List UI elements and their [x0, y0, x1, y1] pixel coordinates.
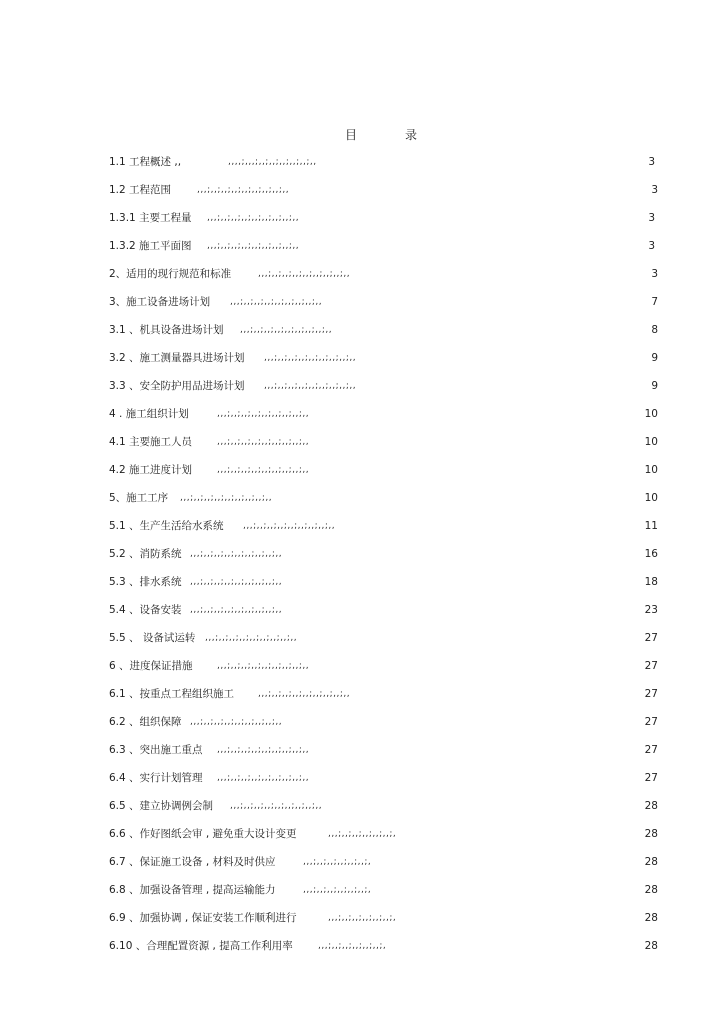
- toc-entry[interactable]: [0, 742, 724, 758]
- toc-entry-leader: ,,,;,,;,,;,,;,,;,,;,,;,,;,,: [217, 409, 310, 419]
- toc-entry[interactable]: [0, 294, 724, 310]
- toc-entry-page-number: 27: [644, 632, 658, 644]
- toc-entry-page-number: 23: [644, 604, 658, 616]
- toc-entry[interactable]: [0, 490, 724, 506]
- toc-entry-label: 1.2 工程范围: [109, 184, 172, 196]
- toc-entry-label: 6.1 、按重点工程组织施工: [109, 688, 235, 700]
- toc-entry-page-number: 27: [644, 744, 658, 756]
- toc-entry-page-number: 9: [651, 380, 658, 392]
- toc-entry[interactable]: [0, 882, 724, 898]
- toc-entry-leader: ,,,;,,;,,;,,;,,;,,;,: [328, 829, 397, 839]
- toc-entry[interactable]: [0, 462, 724, 478]
- toc-entry[interactable]: [0, 154, 724, 170]
- toc-entry[interactable]: [0, 602, 724, 618]
- toc-entry-leader: ,,,;,,;,,;,,;,,;,,;,,;,,;,,: [264, 381, 357, 391]
- toc-entry-page-number: 28: [644, 884, 658, 896]
- toc-entry-label: 1.3.2 施工平面图: [109, 240, 192, 252]
- toc-entry-leader: ,,,;,,;,,;,,;,,;,,;,,;,,;,,: [258, 269, 351, 279]
- toc-entry[interactable]: [0, 406, 724, 422]
- toc-entry-label: 5.5 、 设备试运转: [109, 632, 196, 644]
- toc-entry-label: 6.4 、实行计划管理: [109, 772, 203, 784]
- toc-entry-page-number: 8: [651, 324, 658, 336]
- toc-entry-label: 5.3 、排水系统: [109, 576, 182, 588]
- toc-title-part2: 录: [405, 128, 418, 142]
- toc-entry-label: 5.2 、消防系统: [109, 548, 182, 560]
- toc-entry-label: 5.1 、生产生活给水系统: [109, 520, 224, 532]
- toc-entry-leader: ,,,;,,;,,;,,;,,;,,;,,;,,;,,: [258, 689, 351, 699]
- toc-entry[interactable]: [0, 630, 724, 646]
- toc-entry-label: 6.10 、合理配置资源 , 提高工作利用率: [109, 940, 293, 952]
- toc-entry-label: 6 、进度保证措施: [109, 660, 193, 672]
- toc-entry-leader: ,,,;,,;,,;,,;,,;,,;,,;,,;,,: [217, 773, 310, 783]
- toc-entry[interactable]: [0, 210, 724, 226]
- toc-entry-page-number: 18: [644, 576, 658, 588]
- toc-entry-label: 3、施工设备进场计划: [109, 296, 211, 308]
- toc-entry-label: 3.1 、机具设备进场计划: [109, 324, 224, 336]
- toc-entry-page-number: 3: [651, 268, 658, 280]
- toc-entry-label: 6.6 、作好图纸会审 , 避免重大设计变更: [109, 828, 297, 840]
- toc-entry-leader: ,,,;,,;,,;,,;,,;,,;,,;,,;,,: [243, 521, 336, 531]
- toc-entry-leader: ,,,;,,;,,;,,;,,;,,;,,;,,;,,: [207, 241, 300, 251]
- toc-entry-page-number: 3: [651, 184, 658, 196]
- toc-entry-leader: ,,,;,,;,,;,,;,,;,,;,,;,,;,,: [207, 213, 300, 223]
- toc-entry-page-number: 7: [651, 296, 658, 308]
- toc-entry-page-number: 27: [644, 716, 658, 728]
- toc-entry-leader: ,,,;,,;,,;,,;,,;,,;,,;,,;,,: [217, 745, 310, 755]
- toc-entry-page-number: 9: [651, 352, 658, 364]
- toc-entry-label: 1.3.1 主要工程量: [109, 212, 192, 224]
- toc-entry[interactable]: [0, 938, 724, 954]
- toc-entry[interactable]: [0, 378, 724, 394]
- toc-entry-label: 4.2 施工进度计划: [109, 464, 193, 476]
- toc-entry-page-number: 16: [644, 548, 658, 560]
- toc-entry[interactable]: [0, 434, 724, 450]
- toc-entry-leader: ,,,;,,;,,;,,;,,;,,;,,;,,;,,: [205, 633, 298, 643]
- toc-entry[interactable]: [0, 910, 724, 926]
- toc-entry-page-number: 28: [644, 800, 658, 812]
- toc-entry[interactable]: [0, 574, 724, 590]
- toc-entry-page-number: 27: [644, 688, 658, 700]
- toc-entry-page-number: 28: [644, 828, 658, 840]
- toc-entry[interactable]: [0, 826, 724, 842]
- toc-entry-label: 5、施工工序: [109, 492, 169, 504]
- toc-entry-label: 4.1 主要施工人员: [109, 436, 193, 448]
- toc-entry-leader: ,,,;,,;,,;,,;,,;,,;,,;,,;,,: [190, 549, 283, 559]
- toc-entry-page-number: 3: [648, 156, 655, 168]
- toc-entry-leader: ,,,;,,;,,;,,;,,;,,;,,;,,;,,: [240, 325, 333, 335]
- toc-entry-leader: ,,,;,,;,,;,,;,,;,,;,: [303, 885, 372, 895]
- toc-entry-leader: ,,,;,,;,,;,,;,,;,,;,,;,,;,,: [190, 605, 283, 615]
- toc-entry-leader: ,,,;,,;,,;,,;,,;,,;,: [303, 857, 372, 867]
- toc-entry-leader: ,,,;,,;,,;,,;,,;,,;,: [318, 941, 387, 951]
- toc-entry-page-number: 27: [644, 772, 658, 784]
- toc-entry-page-number: 10: [644, 408, 658, 420]
- toc-entry-page-number: 10: [644, 436, 658, 448]
- toc-entry-page-number: 10: [644, 492, 658, 504]
- toc-entry[interactable]: [0, 266, 724, 282]
- toc-entry[interactable]: [0, 798, 724, 814]
- toc-entry-label: 3.2 、施工测量器具进场计划: [109, 352, 245, 364]
- toc-entry-leader: ,,,;,,;,,;,,;,,;,,;,,;,,;,,: [230, 297, 323, 307]
- toc-entry[interactable]: [0, 854, 724, 870]
- toc-entry-leader: ,,,;,,;,,;,,;,,;,,;,,;,,;,,: [264, 353, 357, 363]
- toc-entry-leader: ,,,;,,;,,;,,;,,;,,;,,;,,;,,: [197, 185, 290, 195]
- toc-title-part1: 目: [345, 128, 358, 142]
- toc-entry-leader: ,,,;,,;,,;,,;,,;,,;,,;,,;,,: [217, 437, 310, 447]
- toc-entry-label: 5.4 、设备安装: [109, 604, 182, 616]
- toc-entry-page-number: 27: [644, 660, 658, 672]
- toc-entry-label: 3.3 、安全防护用品进场计划: [109, 380, 245, 392]
- toc-entry-label: 6.9 、加强协调 , 保证安装工作顺利进行: [109, 912, 297, 924]
- toc-entry-page-number: 3: [648, 240, 655, 252]
- toc-entry[interactable]: [0, 770, 724, 786]
- toc-entry[interactable]: [0, 658, 724, 674]
- toc-entry-page-number: 11: [644, 520, 658, 532]
- toc-entry[interactable]: [0, 322, 724, 338]
- toc-entry-leader: ,,,;,,;,,;,,;,,;,,;,: [328, 913, 397, 923]
- toc-entry-page-number: 10: [644, 464, 658, 476]
- toc-entry[interactable]: [0, 518, 724, 534]
- toc-entry[interactable]: [0, 546, 724, 562]
- toc-entry-label: 4 . 施工组织计划: [109, 408, 189, 420]
- toc-entry-label: 1.1 工程概述 ,,: [109, 156, 182, 168]
- toc-entry-label: 2、适用的现行规范和标准: [109, 268, 232, 280]
- toc-entry[interactable]: [0, 686, 724, 702]
- toc-entry[interactable]: [0, 182, 724, 198]
- toc-entry-label: 6.2 、组织保障: [109, 716, 182, 728]
- toc-entry-page-number: 28: [644, 912, 658, 924]
- toc-entry-page-number: 28: [644, 940, 658, 952]
- toc-entry-leader: ,,,;,,;,,;,,;,,;,,;,,;,,;,,: [217, 465, 310, 475]
- toc-entry-label: 6.8 、加强设备管理 , 提高运输能力: [109, 884, 276, 896]
- toc-entry-leader: ,,,;,,;,,;,,;,,;,,;,,;,,;,,: [180, 493, 273, 503]
- toc-entry-page-number: 3: [648, 212, 655, 224]
- toc-entry-label: 6.5 、建立协调例会制: [109, 800, 214, 812]
- toc-entry[interactable]: [0, 238, 724, 254]
- toc-entry-leader: ,,,;,,;,,;,,;,,;,,;,,;,,;,,: [217, 661, 310, 671]
- toc-entry-leader: ,,,;,,;,,;,,;,,;,,;,,;,,;,,: [230, 801, 323, 811]
- toc-entry-label: 6.7 、保证施工设备 , 材料及时供应: [109, 856, 276, 868]
- toc-entry-leader: ,,,;,,;,,;,,;,,;,,;,,;,,;,,: [190, 577, 283, 587]
- toc-entry-leader: ,,,;,,;,,;,,;,,;,,;,,;,,;,,: [190, 717, 283, 727]
- toc-entry[interactable]: [0, 714, 724, 730]
- toc-entry-label: 6.3 、突出施工重点: [109, 744, 203, 756]
- toc-entry[interactable]: [0, 350, 724, 366]
- toc-entry-page-number: 28: [644, 856, 658, 868]
- toc-entry-leader: ,,,,;,,,;,,;,,;,,;,,;,,;,,: [228, 157, 317, 167]
